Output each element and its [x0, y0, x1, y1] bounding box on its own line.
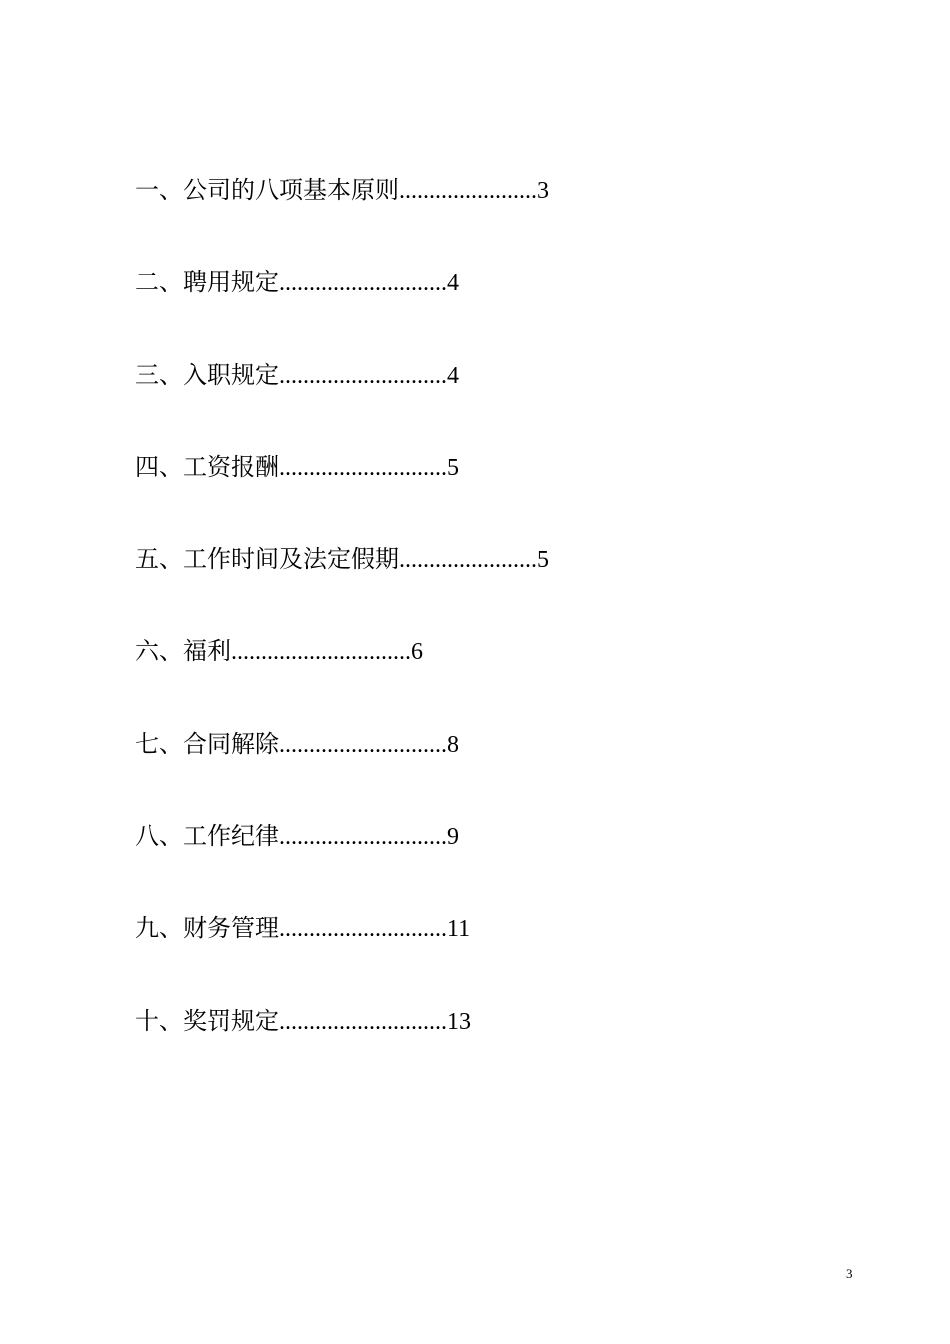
toc-entry: 七、合同解除............................8 [135, 731, 459, 758]
toc-entry: 五、工作时间及法定假期.......................5 [135, 547, 549, 574]
page-number: 3 [846, 1266, 853, 1281]
toc-entry: 九、财务管理............................11 [135, 916, 471, 943]
toc-entry: 六、福利..............................6 [135, 639, 423, 666]
table-of-contents [135, 168, 549, 1091]
toc-entry: 一、公司的八项基本原则.......................3 [135, 178, 549, 204]
toc-entry: 十、奖罚规定............................13 [135, 1008, 471, 1035]
toc-entry: 八、工作纪律............................9 [135, 824, 459, 851]
toc-entry: 三、入职规定............................4 [135, 362, 459, 389]
toc-entry: 二、聘用规定............................4 [135, 270, 459, 297]
toc-entry: 四、工资报酬............................5 [135, 454, 459, 481]
